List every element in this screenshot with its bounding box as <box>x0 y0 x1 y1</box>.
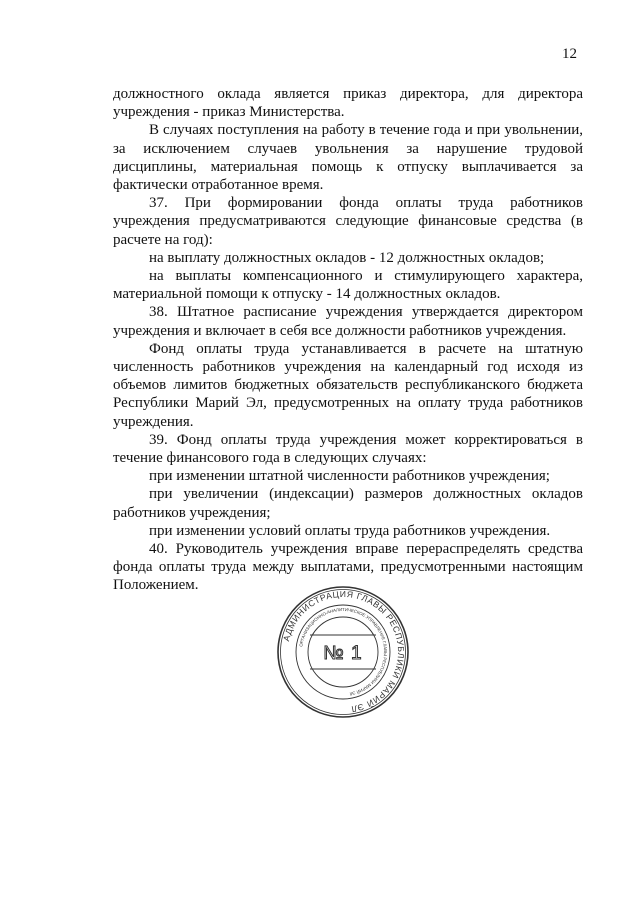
paragraph-39-item-3: при изменении условий оплаты труда работников учреждения. <box>149 522 551 539</box>
stamp-number: № 1 <box>323 643 363 664</box>
paragraph-39-item-2: при увеличении (индексации) размеров должностных окладов работников учреждения; <box>113 486 583 521</box>
paragraph-39: 39. Фонд оплаты труда учреждения может корректироваться в течение финансового года в следующих случаях: <box>113 431 583 467</box>
stamp-inner-text: ОРГАНИЗАЦИОННО-АНАЛИТИЧЕСКОЕ УПРАВЛЕНИЕ ГЛАВЫ РЕСПУБЛИКИ МАРИЙ ЭЛ <box>298 606 389 697</box>
paragraph-fund: Фонд оплаты труда устанавливается в расчете на штатную численность работников учреждения на календарный год исходя из объемов лимитов бюджетных обязательств республиканского бюджета Республики Марий Эл, предусмотренных на оплату труда работников учреждения. <box>113 340 583 430</box>
paragraph-37-item-2: на выплаты компенсационного и стимулирующего характера, материальной помощи к отпуску - 14 должностных окладов. <box>113 268 583 303</box>
paragraph-37: 37. При формировании фонда оплаты труда работников учреждения предусматриваются следующие финансовые средства (в расчете на год): <box>113 195 583 248</box>
page-number: 12 <box>562 46 577 62</box>
paragraph-1: должностного оклада является приказ директора, для директора учреждения - приказ Министерства. <box>113 86 583 121</box>
stamp-outer-text: АДМИНИСТРАЦИЯ ГЛАВЫ РЕСПУБЛИКИ МАРИЙ ЭЛ <box>281 588 407 715</box>
paragraph-40: 40. Руководитель учреждения вправе перераспределять средства фонда оплаты труда между выплатами, предусмотренными настоящим Положением. <box>113 541 583 594</box>
paragraph-38: 38. Штатное расписание учреждения утверждается директором учреждения и включает в себя все должности работников учреждения. <box>113 304 583 339</box>
official-stamp <box>276 585 410 719</box>
paragraph-2: В случаях поступления на работу в течение года и при увольнении, за исключением случаев увольнения за нарушение трудовой дисциплины, материальная помощь к отпуску выплачивается за фактически отработанное время. <box>113 122 583 194</box>
stamp-seal-icon <box>276 585 410 719</box>
paragraph-39-item-1: при изменении штатной численности работников учреждения; <box>149 468 550 485</box>
document-body <box>113 85 583 595</box>
paragraph-37-item-1: на выплату должностных окладов - 12 должностных окладов; <box>149 249 545 266</box>
